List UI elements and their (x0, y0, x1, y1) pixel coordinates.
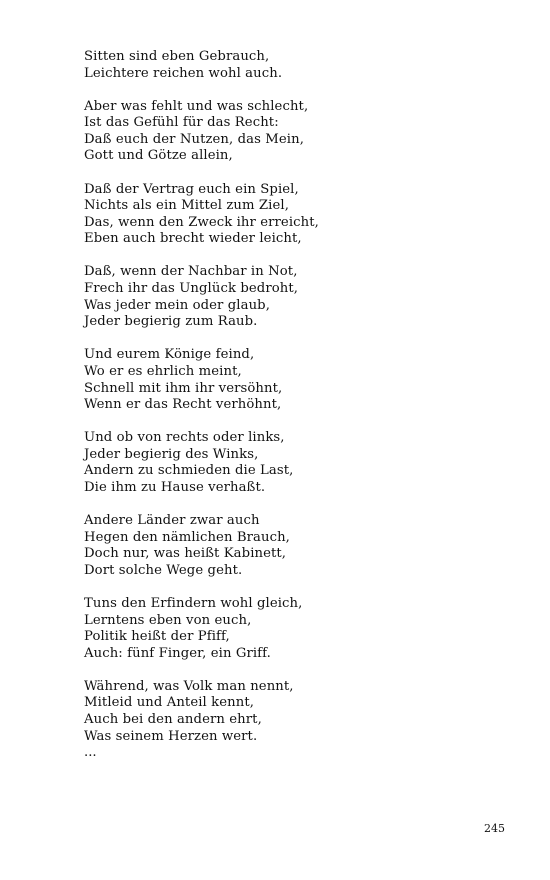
poem-line: Jeder begierig des Winks, (84, 446, 259, 462)
poem-line: Eben auch brecht wieder leicht, (84, 231, 302, 247)
stanza (84, 430, 524, 496)
ellipsis: ... (84, 745, 97, 761)
poem-line: Und eurem Könige feind, (84, 347, 255, 363)
poem-line: Das, wenn den Zweck ihr erreicht, (84, 214, 319, 230)
poem-line: Und ob von rechts oder links, (84, 430, 285, 446)
poem-line: Die ihm zu Hause verhaßt. (84, 479, 266, 495)
poem-line: Frech ihr das Unglück bedroht, (84, 281, 299, 297)
stanza (84, 596, 524, 662)
poem-line: Nichts als ein Mittel zum Ziel, (84, 198, 290, 214)
poem-line: Hegen den nämlichen Brauch, (84, 529, 290, 545)
poem-line: Lerntens eben von euch, (84, 612, 252, 628)
stanza (84, 513, 524, 579)
stanza (84, 182, 524, 248)
poem-line: Was seinem Herzen wert. (84, 728, 258, 744)
poem-line: Politik heißt der Pfiff, (84, 629, 230, 645)
poem-line: Tuns den Erfindern wohl gleich, (84, 595, 303, 611)
poem-line: Ist das Gefühl für das Recht: (84, 115, 279, 131)
poem-line: Wenn er das Recht verhöhnt, (84, 397, 282, 413)
poem-line: Andern zu schmieden die Last, (84, 463, 294, 479)
poem-line: Sitten sind eben Gebrauch, (84, 49, 270, 64)
poem-text (84, 49, 524, 762)
stanza (84, 99, 524, 165)
poem-line: Daß euch der Nutzen, das Mein, (84, 131, 304, 147)
poem-line: Dort solche Wege geht. (84, 562, 243, 578)
stanza (84, 347, 524, 413)
poem-line: Während, was Volk man nennt, (84, 678, 294, 694)
poem-line: Leichtere reichen wohl auch. (84, 65, 283, 81)
poem-line: Jeder begierig zum Raub. (84, 314, 258, 330)
poem-line: Schnell mit ihm ihr versöhnt, (84, 380, 283, 396)
poem-line: Was jeder mein oder glaub, (84, 297, 271, 313)
poem-line: Andere Länder zwar auch (84, 513, 260, 529)
poem-line: Auch: fünf Finger, ein Griff. (84, 645, 271, 661)
poem-line: Auch bei den andern ehrt, (84, 712, 262, 727)
stanza (84, 264, 524, 330)
stanza (84, 679, 524, 745)
poem-line: Doch nur, was heißt Kabinett, (84, 546, 287, 562)
poem-line: Daß der Vertrag euch ein Spiel, (84, 181, 299, 197)
page-number: 245 (484, 822, 505, 835)
poem-line: Wo er es ehrlich meint, (84, 363, 242, 379)
poem-line: Daß, wenn der Nachbar in Not, (84, 264, 298, 280)
stanza (84, 49, 524, 82)
poem-line: Gott und Götze allein, (84, 148, 233, 164)
poem-line: Aber was fehlt und was schlecht, (84, 98, 309, 114)
poem-line: Mitleid und Anteil kennt, (84, 695, 255, 711)
